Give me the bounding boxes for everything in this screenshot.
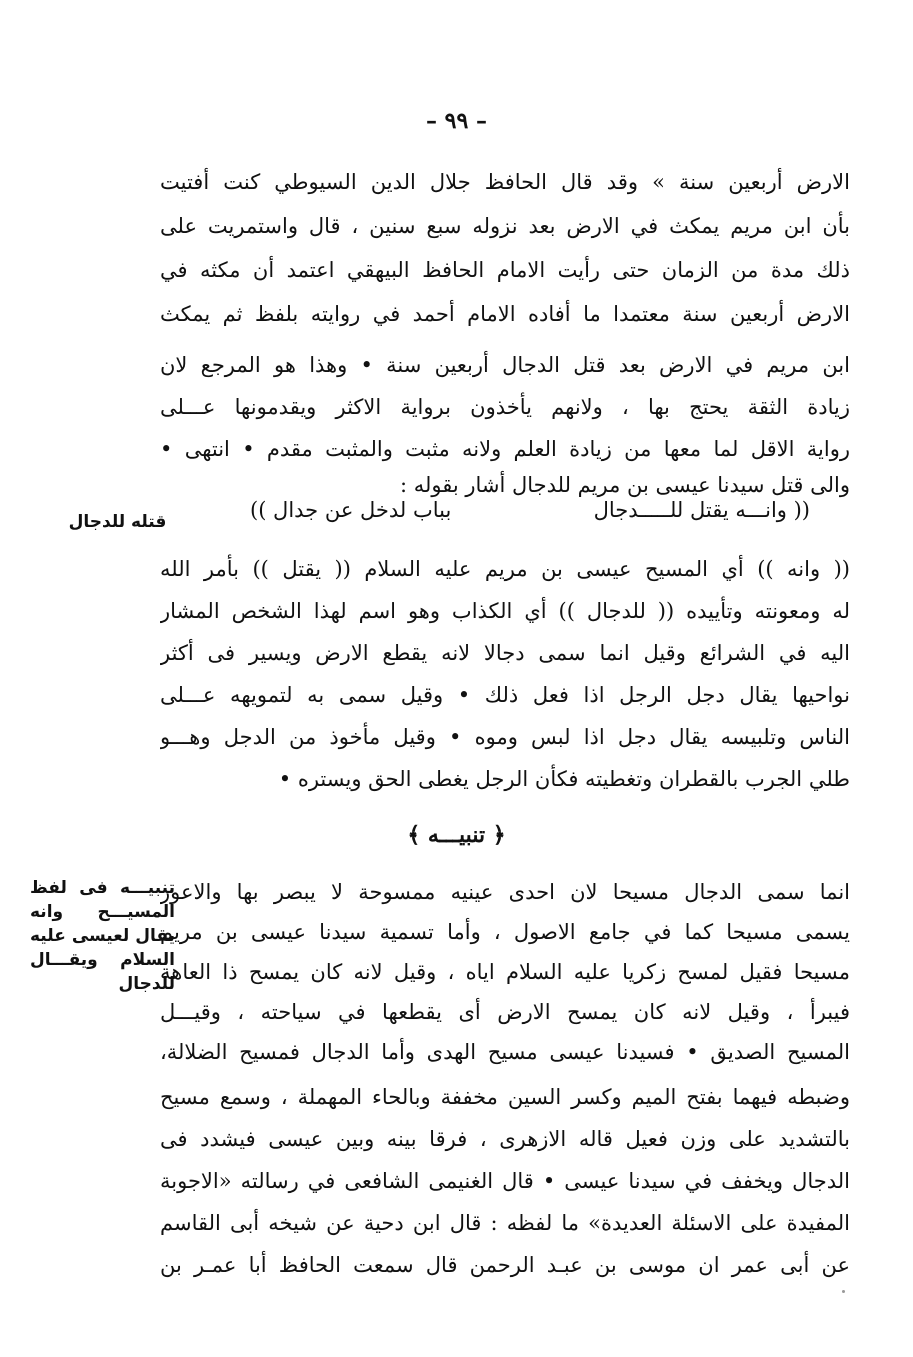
paragraph-3 xyxy=(160,872,850,1286)
text-line: انما سمى الدجال مسيحا لان احدى عينيه ممسوحة لا يبصر بها والاعور xyxy=(160,880,850,904)
text-line: نواحيها يقال دجل الرجل اذا فعل ذلك • وقيل سمى به لتمويهه عـــلى xyxy=(160,683,850,707)
verse-first-half: (( وانـــه يقتل للـــــدجال xyxy=(593,498,810,522)
text-line: الناس وتلبيسه يقال دجل اذا لبس وموه • وقيل مأخوذ من الدجل وهـــو xyxy=(160,725,850,749)
text-line: رواية الاقل لما معها من زيادة العلم ولانه مثبت والمثبت مقدم • انتهى • xyxy=(160,437,850,461)
paragraph-1 xyxy=(160,160,850,500)
text-line: الدجال ويخفف في سيدنا عيسى • قال الغنيمى الشافعى في رسالته «الاجوبة xyxy=(160,1169,850,1193)
margin-note-line: قتله للدجال xyxy=(68,512,167,532)
page-number: – ٩٩ – xyxy=(426,108,487,134)
text-line: له ومعونته وتأييده (( للدجال )) أي الكذاب وهو اسم لهذا الشخص المشار xyxy=(160,599,850,623)
margin-note-line: تنبيـــه فى لفظ xyxy=(30,878,175,898)
margin-note-1 xyxy=(60,510,175,534)
text-line: وضبطه فيهما بفتح الميم وكسر السين مخففة وبالحاء المهملة ، وسمع مسيح xyxy=(160,1085,850,1109)
margin-note-line: السلام ويقـــال xyxy=(30,950,175,970)
text-line: فيبرأ ، وقيل لانه كان يمسح الارض أى يقطعها في سياحته ، وقيـــل xyxy=(160,1000,850,1024)
text-line: زيادة الثقة يحتج بها ، ولانهم يأخذون برواية الاكثر ويقدمونها عـــلى xyxy=(160,395,850,419)
section-heading: ﴿ تنبيـــه ﴾ xyxy=(407,822,506,848)
margin-note-line: يقال لعيسى عليه xyxy=(30,926,175,946)
text-line: عن أبى عمر ان موسى بن عبـد الرحمن قال سمعت الحافظ أبا عمـر بن xyxy=(160,1253,850,1277)
text-line: (( وانه )) أي المسيح عيسى بن مريم عليه السلام (( يقتل )) بأمر الله xyxy=(160,557,850,581)
text-line: ابن مريم في الارض بعد قتل الدجال أربعين سنة • وهذا هو المرجع لان xyxy=(160,353,850,377)
text-line: الارض أربعين سنة معتمدا ما أفاده الامام أحمد في روايته بلفظ ثم يمكث xyxy=(160,302,850,326)
text-line: ذلك مدة من الزمان حتى رأيت الامام الحافظ البيهقي اعتمد أن مكثه في xyxy=(160,258,850,282)
text-line: الارض أربعين سنة » وقد قال الحافظ جلال الدين السيوطي كنت أفتيت xyxy=(160,170,850,194)
text-line: المسيح الصديق • فسيدنا عيسى مسيح الهدى وأما الدجال فمسيح الضلالة، xyxy=(160,1040,850,1064)
text-line: مسيحا فقيل لمسح زكريا عليه السلام اياه ، وقيل لانه كان يمسح ذا العاهة xyxy=(160,960,850,984)
verse-second-half: بباب لدخل عن جدال )) xyxy=(250,498,452,522)
margin-note-line: المسيـــح وانه xyxy=(30,902,175,922)
text-line: طلي الجرب بالقطران وتغطيته فكأن الرجل يغطى الحق ويستره • xyxy=(278,767,850,791)
verse-line xyxy=(250,498,810,534)
text-line: اليه في الشرائع وقيل انما سمى دجالا لانه يقطع الارض ويسير فى أكثر xyxy=(160,641,850,665)
text-line: يسمى مسيحا كما في جامع الاصول ، وأما تسمية سيدنا عيسى بن مريم xyxy=(160,920,850,944)
text-line: والى قتل سيدنا عيسى بن مريم للدجال أشار بقوله : xyxy=(399,473,850,497)
text-line: بالتشديد على وزن فعيل قاله الازهرى ، فرقا بينه وبين عيسى فيشدد فى xyxy=(160,1127,850,1151)
text-line: المفيدة على الاسئلة العديدة» ما لفظه : قال ابن دحية عن شيخه أبى القاسم xyxy=(160,1211,850,1235)
page-speck xyxy=(842,1290,845,1293)
margin-note-line: للدجال xyxy=(118,974,175,994)
margin-note-2 xyxy=(30,876,175,996)
text-line: بأن ابن مريم يمكث في الارض بعد نزوله سبع سنين ، قال واستمريت على xyxy=(160,214,850,238)
paragraph-2 xyxy=(160,548,850,800)
